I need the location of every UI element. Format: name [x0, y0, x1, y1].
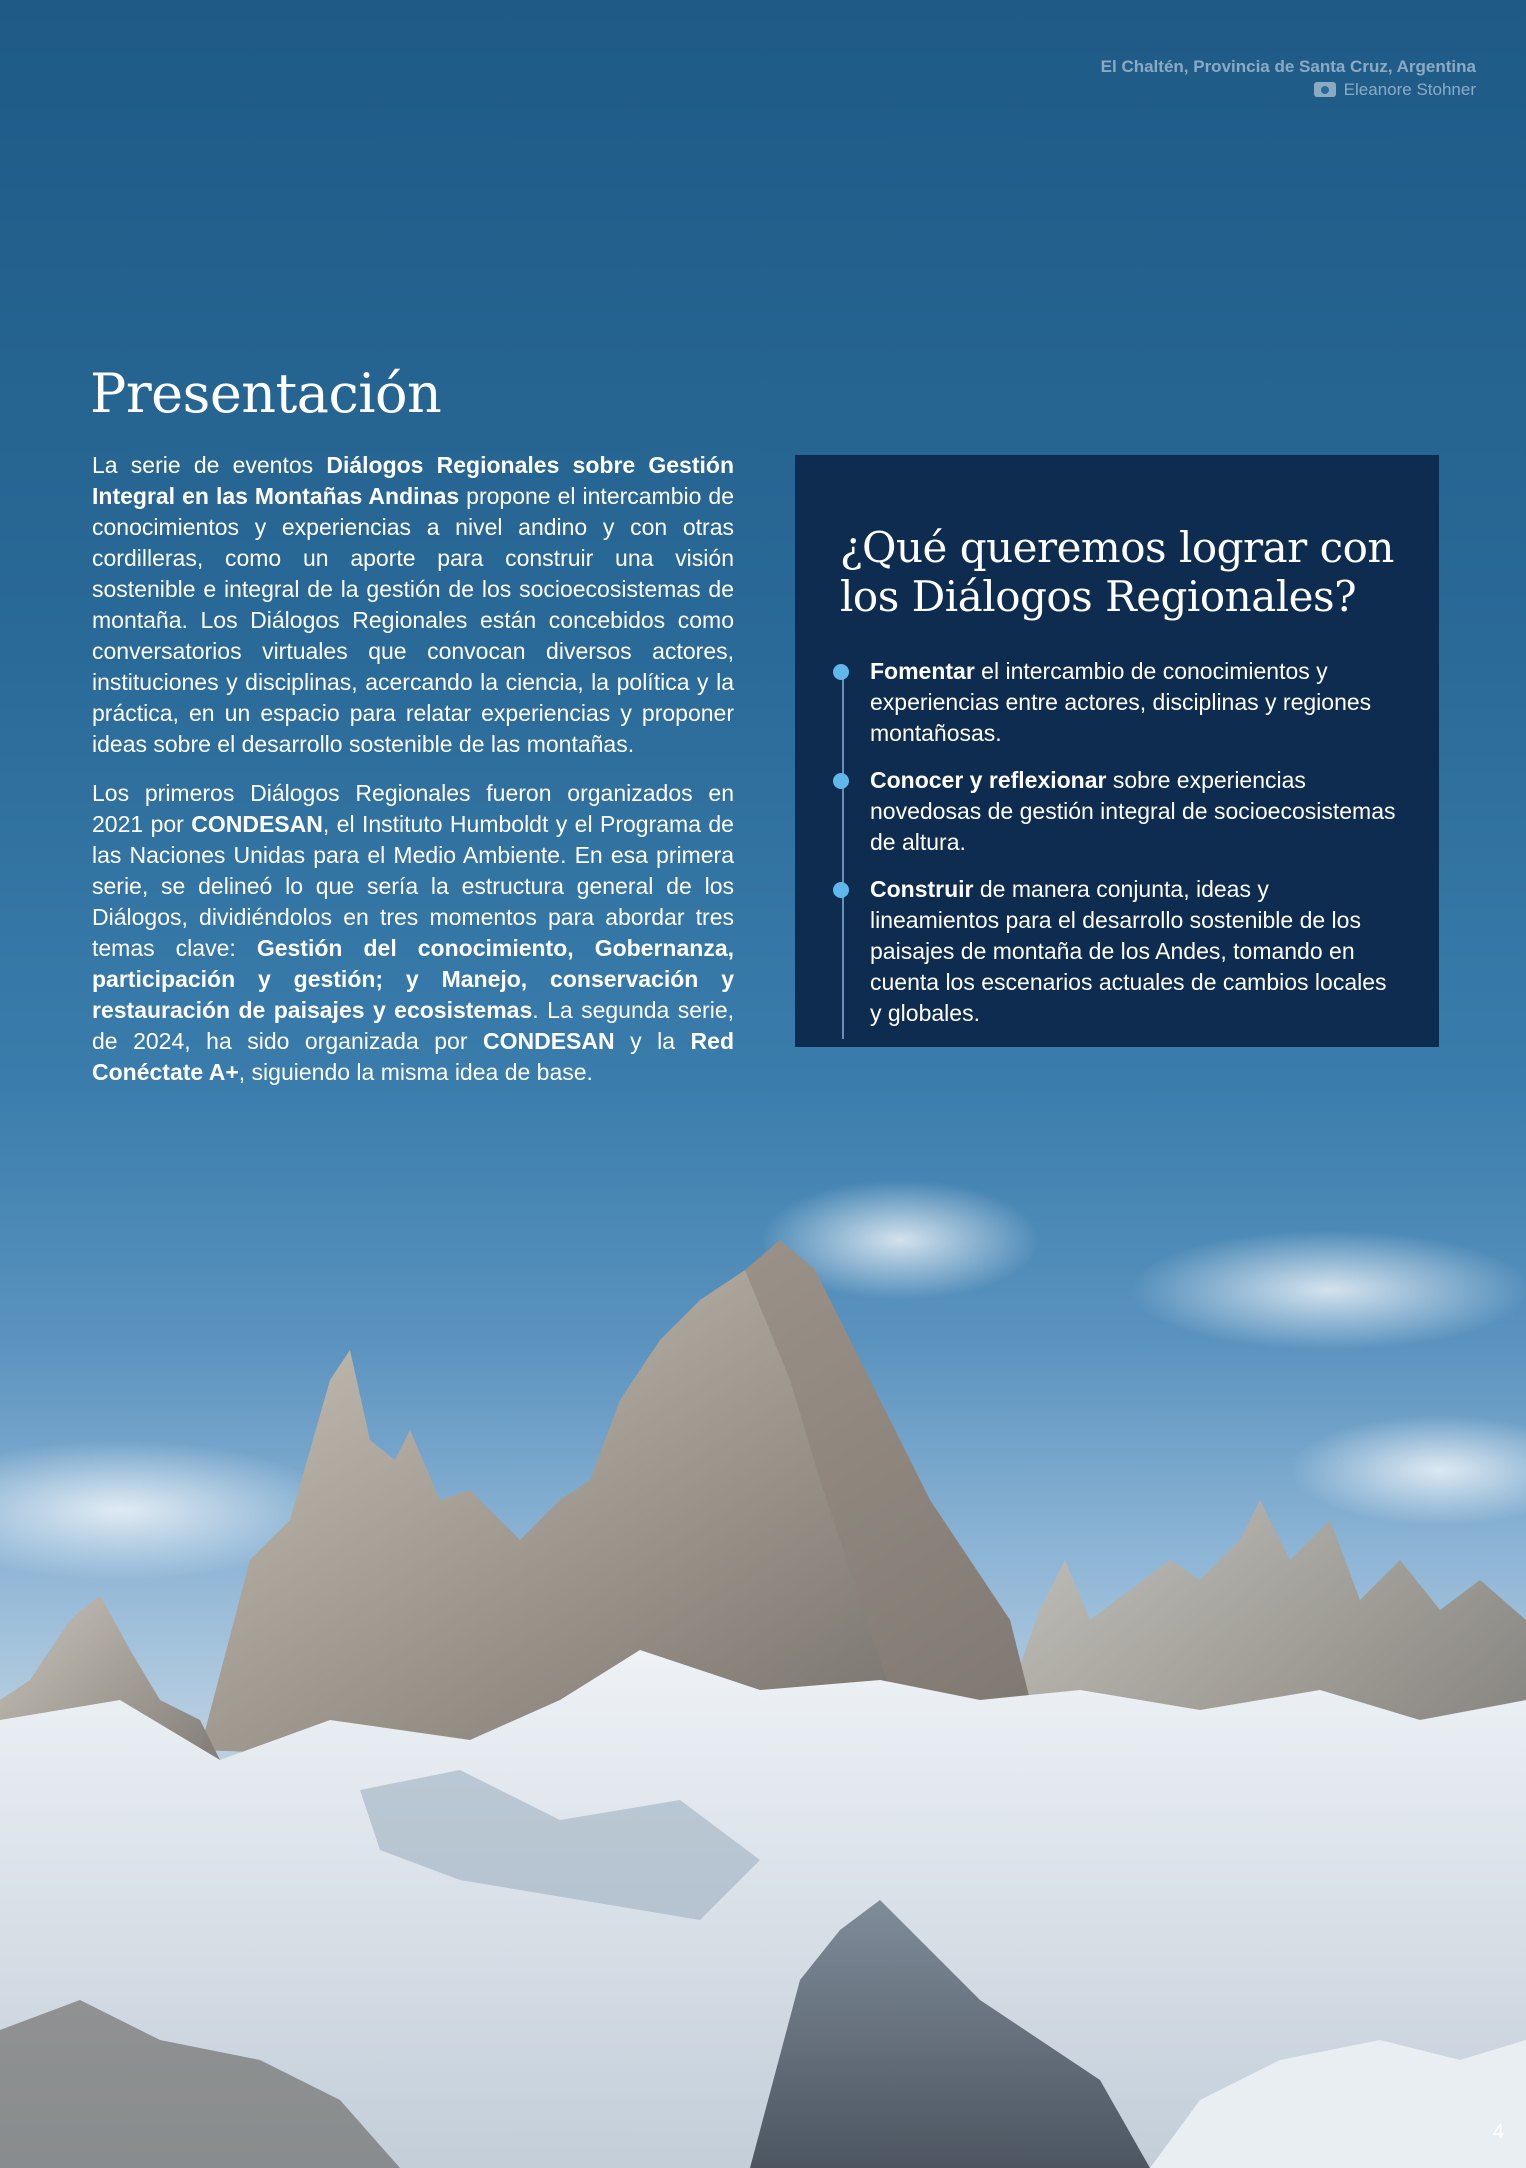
camera-icon: [1314, 82, 1336, 97]
goals-heading: ¿Qué queremos lograr con los Diálogos Regionales?: [840, 523, 1394, 621]
bullet-dot: [833, 773, 849, 789]
page-title: Presentación: [90, 362, 442, 425]
goal-text: el intercambio de conocimientos y experiencias entre actores, disciplinas y regiones montañosas.: [870, 658, 1372, 746]
bold-run: Diálogos Regionales sobre Gestión Integral en las Montañas Andinas: [92, 452, 734, 509]
text-run: Los primeros Diálogos Regionales fueron organizados en 2021 por: [92, 780, 734, 837]
goal-keyword: Conocer y reflexionar: [870, 767, 1107, 793]
goal-item: [870, 656, 1399, 749]
text-run: , el Instituto Humboldt y el Programa de las Naciones Unidas para el Medio Ambiente. En esa primera serie, se delineó lo que sería la estructura general de los Diálogos, dividiéndolos en tres momentos para abordar tres temas clave:: [92, 811, 734, 961]
presentation-text: [92, 450, 734, 1106]
bold-run: CONDESAN: [191, 811, 323, 837]
text-run: La serie de eventos: [92, 452, 327, 478]
timeline-line: [842, 668, 844, 1039]
goal-text: de manera conjunta, ideas y lineamientos para el desarrollo sostenible de los paisajes de montaña de los Andes, tomando en cuenta los escenarios actuales de cambios locales y globales.: [870, 876, 1387, 1026]
text-run: , siguiendo la misma idea de base.: [238, 1059, 593, 1085]
bold-run: Red Conéctate A+: [92, 1028, 734, 1085]
paragraph-2: [92, 778, 734, 1088]
bold-run: CONDESAN: [483, 1028, 615, 1054]
bold-run: Gestión del conocimiento, Gobernanza, participación y gestión; y Manejo, conservación y restauración de paisajes y ecosistemas: [92, 935, 734, 1023]
bullet-dot: [833, 882, 849, 898]
photographer-name: Eleanore Stohner: [1343, 80, 1476, 99]
goal-item: [870, 874, 1399, 1029]
text-run: y la: [614, 1028, 691, 1054]
goals-panel: [795, 455, 1439, 1047]
goal-keyword: Fomentar: [870, 658, 975, 684]
text-run: . La segunda serie, de 2024, ha sido organizada por: [92, 997, 734, 1054]
goal-keyword: Construir: [870, 876, 974, 902]
photo-location: El Chaltén, Provincia de Santa Cruz, Argentina: [1100, 57, 1476, 76]
goal-item: [870, 765, 1399, 858]
bullet-dot: [833, 664, 849, 680]
page-number: 4: [1492, 2121, 1504, 2143]
photographer-line: [1101, 78, 1476, 101]
paragraph-1: [92, 450, 734, 760]
goals-list: [840, 656, 1399, 1029]
photo-credit: [1101, 55, 1476, 101]
goal-text: sobre experiencias novedosas de gestión integral de socioecosistemas de altura.: [870, 767, 1396, 855]
text-run: propone el intercambio de conocimientos y experiencias a nivel andino y con otras cordilleras, como un aporte para construir una visión sostenible e integral de la gestión de los socioecosistemas de montaña. Los Diálogos Regionales están concebidos como conversatorios virtuales que convocan diversos actores, instituciones y disciplinas, acercando la ciencia, la política y la práctica, en un espacio para relatar experiencias y proponer ideas sobre el desarrollo sostenible de las montañas.: [92, 483, 735, 757]
